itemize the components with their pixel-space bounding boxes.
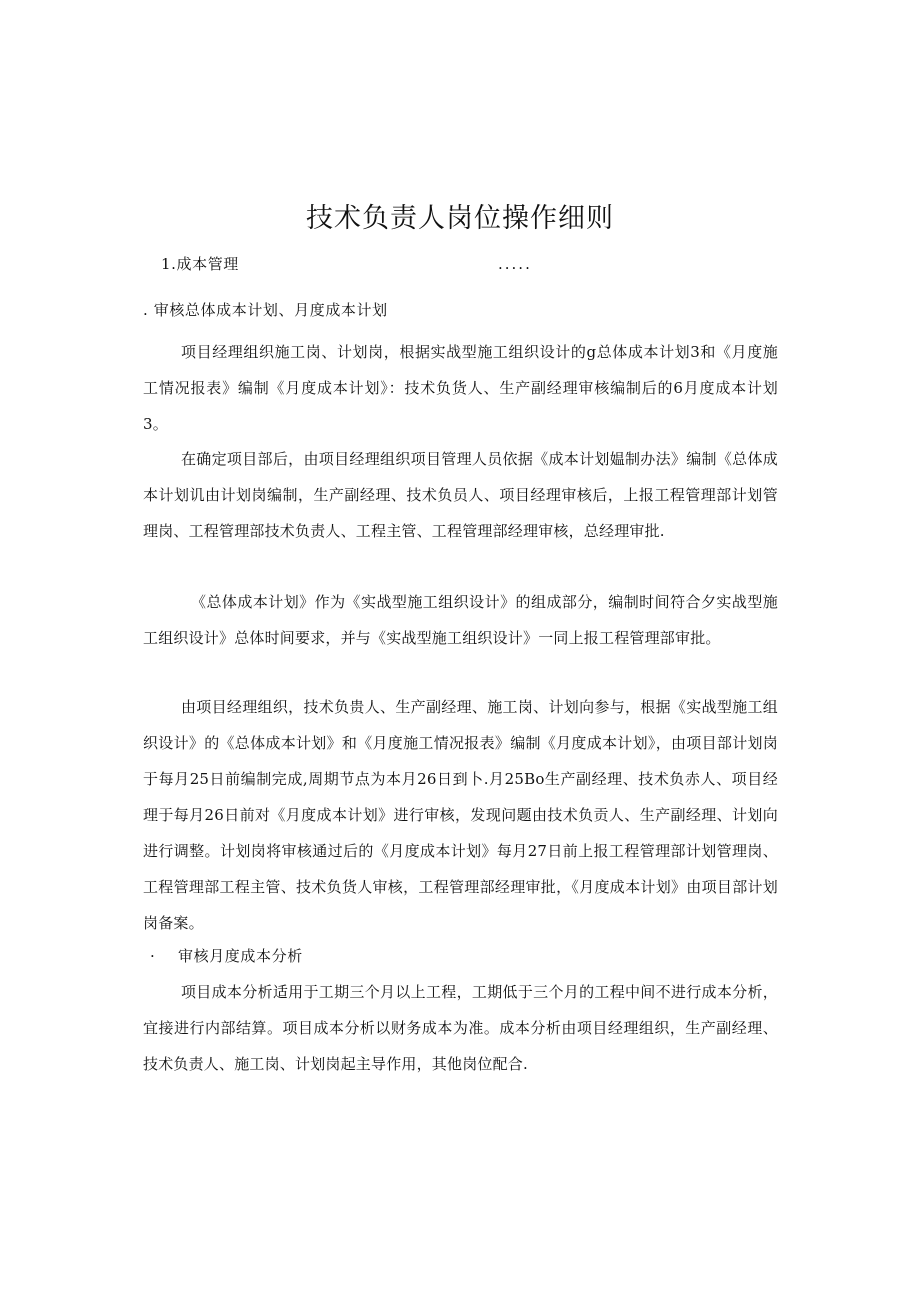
page-title: 技术负责人岗位操作细则 xyxy=(306,203,614,234)
paragraph: 《总体成本计划》作为《实战型施工组织设计》的组成部分，编制时间符合夕实战型施工组织设计》总体时间要求，并与《实战型施工组织设计》一同上报工程管理部审批。 xyxy=(143,593,778,647)
paragraph: 由项目经理组织，技术负贵人、生产副经理、施工岗、计划向参与，根据《实战型施工组织设计》的《总体成本计划》和《月度施工情况报表》编制《月度成本计划》，由项目部计划岗于每月25日前编制完成,周期节点为本月26日到卜.月25Bo生产副经理、技术负赤人、项目经理于每月26日前对《月度成本计划》进行审核，发现问题由技术负贡人、生产副经理、计划向进行调整。计划岗将审核通过后的《月度成本计划》每月27日前上报工程管理部计划管理岗、工程管理部工程主管、技术负货人审核，工程管理部经理审批，《月度成本计划》由项目部计划岗备案。 xyxy=(143,698,778,932)
section-heading: 1.成本管理 xyxy=(161,255,239,273)
subsection-heading-cost-analysis: 审核月度成本分析 xyxy=(178,947,303,965)
paragraph: 项目成本分析适用于工期三个月以上工程，工期低于三个月的工程中间不进行成本分析，宜接进行内部结算。项目成本分析以财务成本为准。成本分析由项目经理组织，生产副经理、技术负责人、施工岗、计划岗起主导作用，其他岗位配合. xyxy=(143,983,778,1073)
bullet-icon: · xyxy=(150,947,156,965)
section-dots: ..... xyxy=(498,255,532,273)
paragraph: 项目经理组织施工岗、计划岗，根据实战型施工组织设计的g总体成本计划3和《月度施工情况报表》编制《月度成本计划》：技术负货人、生产副经理审核编制后的6月度成本计划3。 xyxy=(143,343,778,433)
subsection-heading-cost-plan: . 审核总体成本计划、月度成本计划 xyxy=(143,301,388,319)
paragraph: 在确定项目部后，由项目经理组织项目管理人员依据《成本计划媪制办法》编制《总体成本计划讥由计划岗编制，生产副经理、技术负员人、项目经理审核后，上报工程管理部计划管理岗、工程管理部技术负责人、工程主管、工程管理部经理审核，总经理审批. xyxy=(143,450,778,540)
